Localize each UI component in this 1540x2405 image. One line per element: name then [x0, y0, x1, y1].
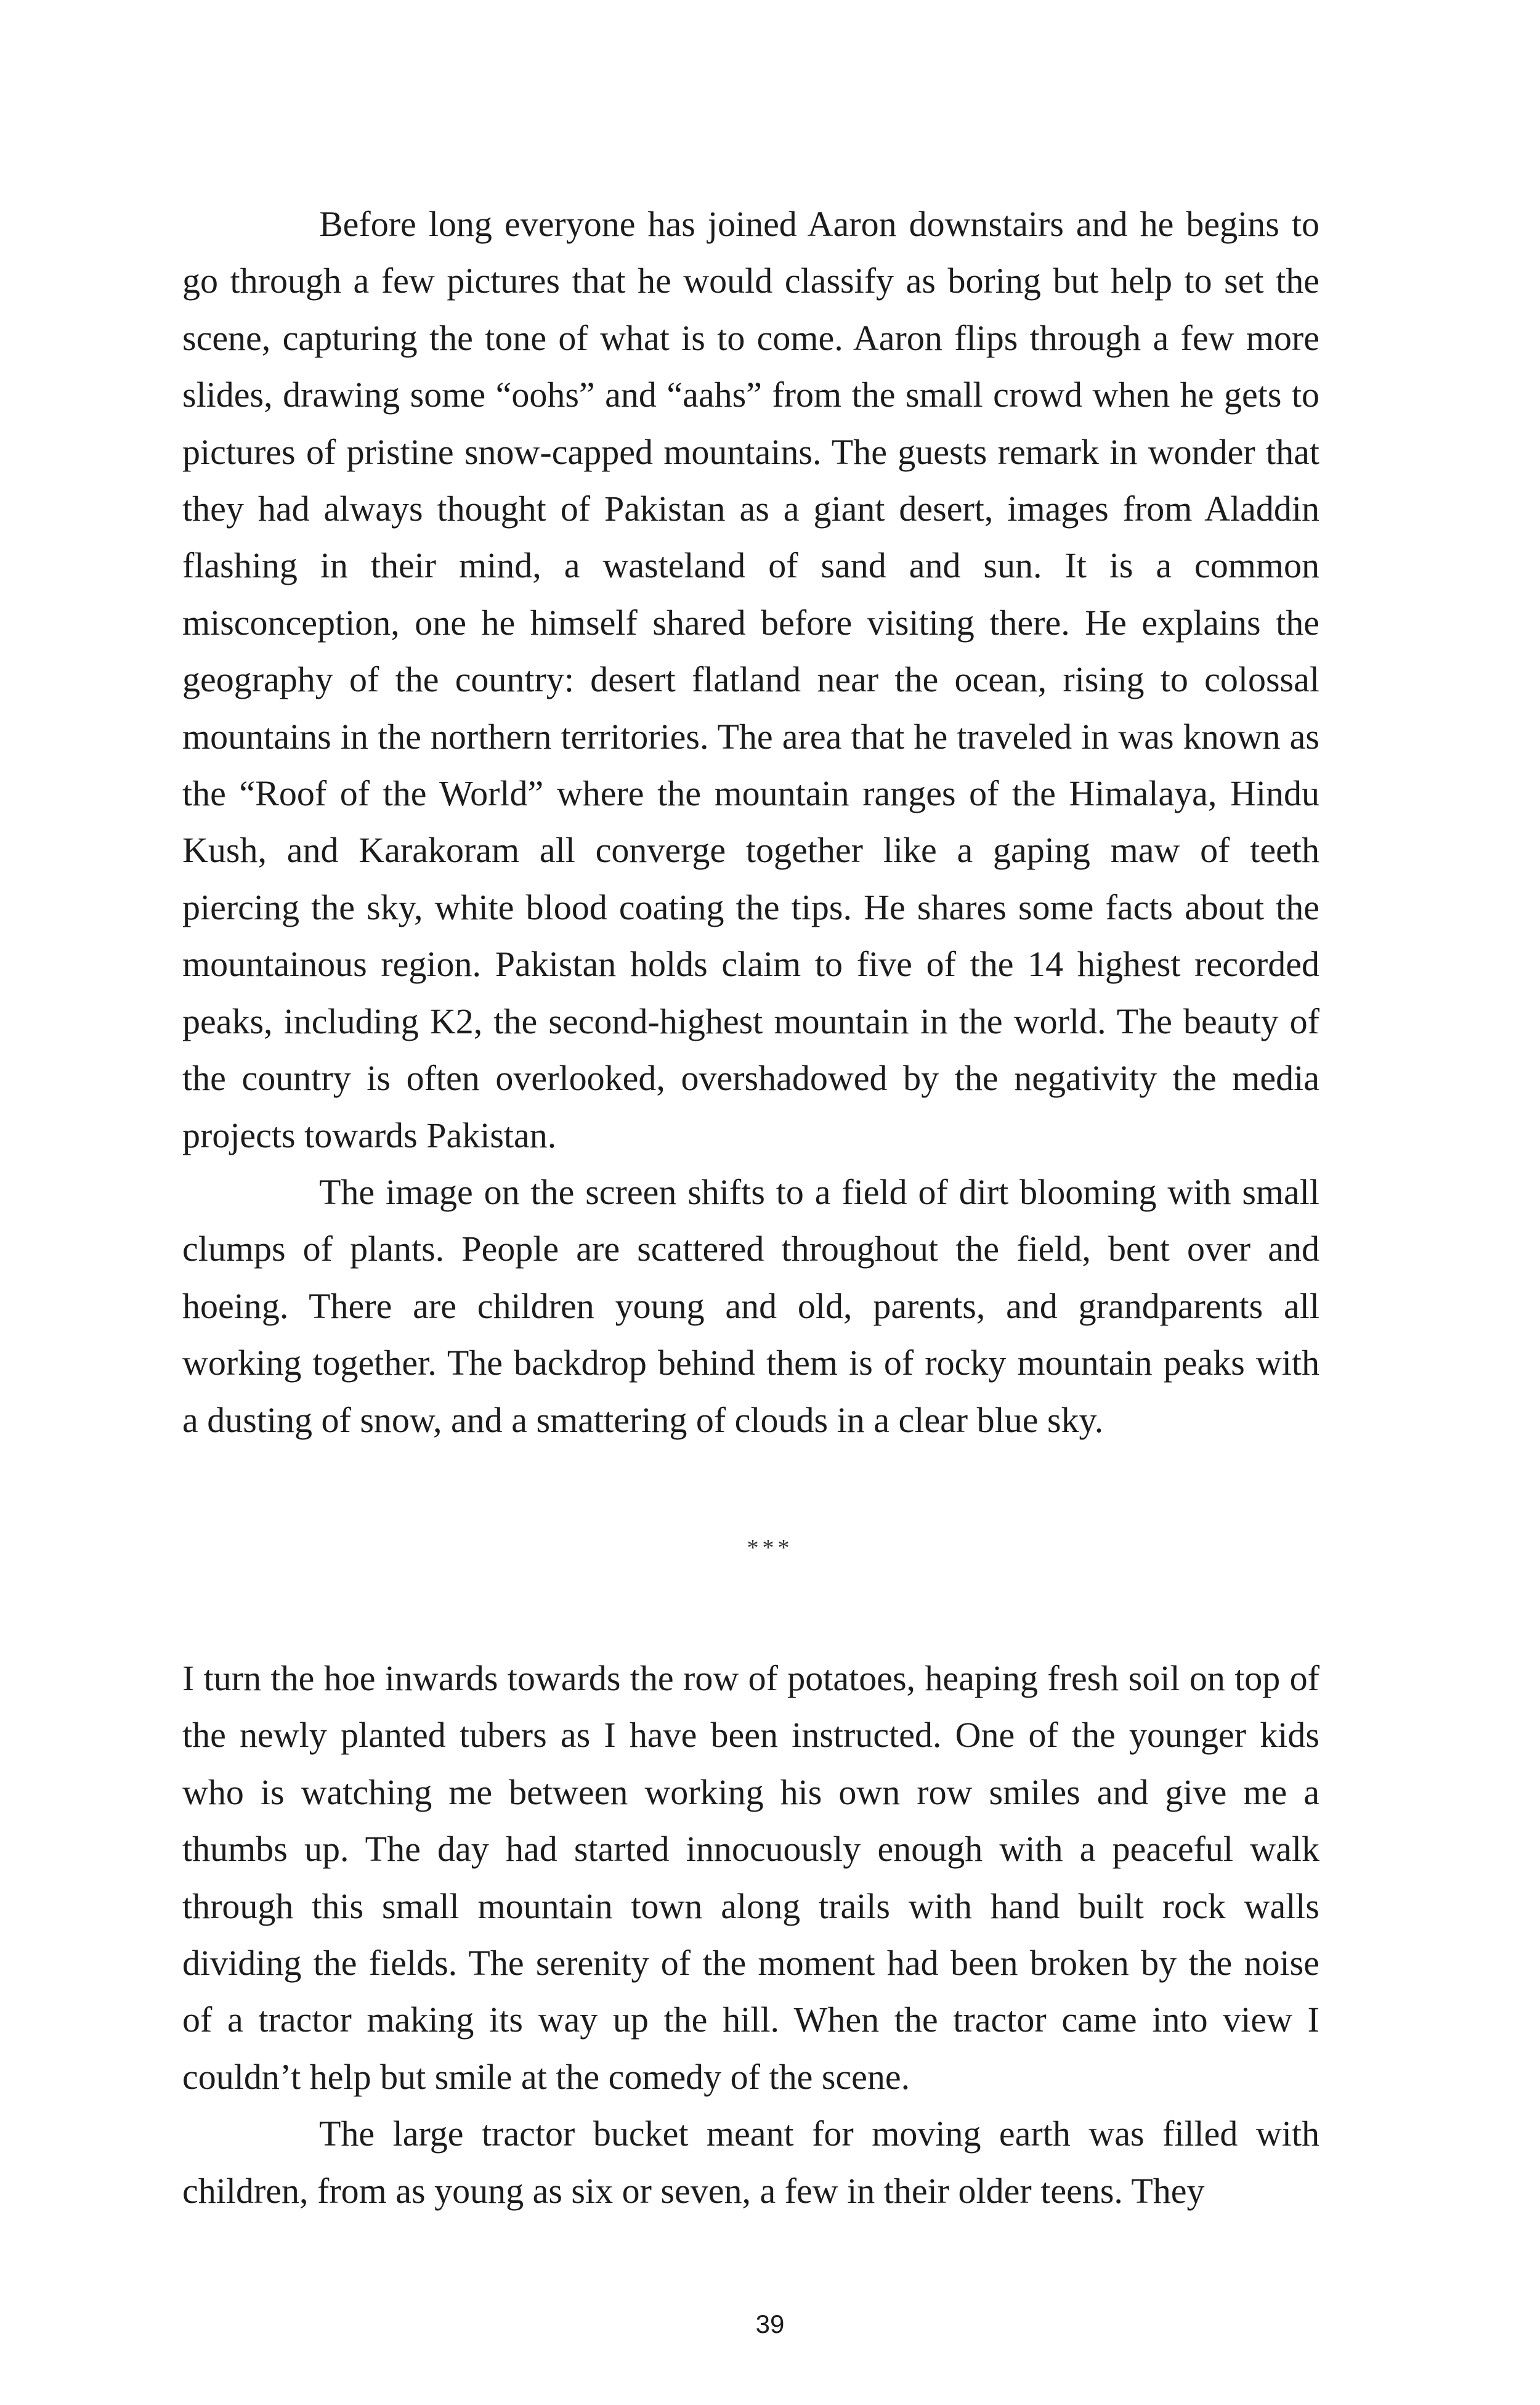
text-section-before-break — [182, 196, 1319, 1449]
paragraph-tractor-bucket: The large tractor bucket meant for moving earth was filled with children, from as young as six or seven, a few in their older teens. They — [182, 2114, 1319, 2211]
section-break-asterisks: *** — [747, 1535, 793, 1561]
text-section-after-break — [182, 1650, 1319, 2220]
paragraph-field-image: The image on the screen shifts to a field of dirt blooming with small clumps of plants. People are scattered throughout the field, bent over and hoeing. There are children young and old, parents, and grandparents all working together. The backdrop behind them is of rocky mountain peaks with a dusting of snow, and a smattering of clouds in a clear blue sky. — [182, 1171, 1319, 1440]
page-number: 39 — [755, 2309, 785, 2338]
paragraph-hoeing-potatoes: I turn the hoe inwards towards the row of potatoes, heaping fresh soil on top of the newly planted tubers as I have been instructed. One of the younger kids who is watching me between working his own row smiles and give me a thumbs up. The day had started innocuously enough with a peaceful walk through this small mountain town along trails with hand built rock walls dividing the fields. The serenity of the moment had been broken by the noise of a tractor making its way up the hill. When the tractor came into view I couldn’t help but smile at the comedy of the scene. — [182, 1658, 1319, 2097]
paragraph-slideshow-pakistan: Before long everyone has joined Aaron downstairs and he begins to go through a few pictures that he would classify as boring but help to set the scene, capturing the tone of what is to come. Aaron flips through a few more slides, drawing some “oohs” and “aahs” from the small crowd when he gets to pictures of pristine snow-capped mountains. The guests remark in wonder that they had always thought of Pakistan as a giant desert, images from Aladdin flashing in their mind, a wasteland of sand and sun. It is a common misconception, one he himself shared before visiting there. He explains the geography of the country: desert flatland near the ocean, rising to colossal mountains in the northern territories. The area that he traveled in was known as the “Roof of the World” where the mountain ranges of the Himalaya, Hindu Kush, and Karakoram all converge together like a gaping maw of teeth piercing the sky, white blood coating the tips. He shares some facts about the mountainous region. Pakistan holds claim to five of the 14 highest recorded peaks, including K2, the second-highest mountain in the world. The beauty of the country is often overlooked, overshadowed by the negativity the media projects towards Pakistan. — [182, 204, 1319, 1155]
